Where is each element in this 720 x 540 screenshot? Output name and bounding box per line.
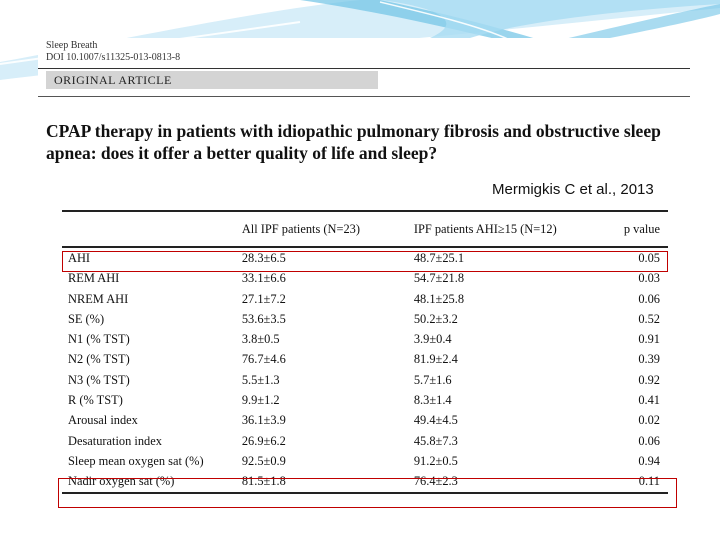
table-row (62, 309, 668, 329)
table-row (62, 247, 668, 268)
header-variable (62, 211, 238, 247)
row-label: SE (%) (68, 311, 105, 326)
cell-ipf-ahi15: 5.7±1.6 (413, 372, 452, 387)
cell-all-ipf: 92.5±0.9 (241, 453, 286, 468)
header-p-value: p value (610, 211, 668, 247)
cell-all-ipf: 81.5±1.8 (238, 471, 410, 492)
cell-ipf-ahi15: 49.4±4.5 (413, 413, 458, 428)
cell-ipf-ahi15: 81.9±2.4 (413, 352, 458, 367)
cell-all-ipf: 33.1±6.6 (241, 271, 286, 286)
cell-p-value: 0.91 (638, 332, 660, 347)
article-title: CPAP therapy in patients with idiopathic pulmonary fibrosis and obstructive sleep apnea: does it offer a better quality of life and sleep? (46, 121, 661, 163)
cell-all-ipf: 36.1±3.9 (241, 413, 286, 428)
cell-ipf-ahi15: 45.8±7.3 (413, 433, 458, 448)
cell-p-value: 0.06 (638, 291, 660, 306)
cell-p-value: 0.11 (610, 471, 668, 492)
article-type-label: ORIGINAL ARTICLE (54, 73, 172, 87)
article-type-banner (46, 71, 378, 89)
row-label: Sleep mean oxygen sat (%) (68, 453, 204, 468)
table-row (62, 410, 668, 430)
cell-p-value: 0.52 (638, 311, 660, 326)
cell-ipf-ahi15: 54.7±21.8 (413, 271, 465, 286)
cell-ipf-ahi15: 3.9±0.4 (413, 332, 452, 347)
cell-all-ipf: 9.9±1.2 (241, 393, 280, 408)
banner-rule (38, 96, 690, 97)
cell-p-value: 0.39 (638, 352, 660, 367)
row-label: R (% TST) (68, 393, 123, 408)
journal-doi: DOI 10.1007/s11325-013-0813-8 (46, 52, 181, 63)
citation-caption: Mermigkis C et al., 2013 (492, 181, 654, 198)
table-row (62, 329, 668, 349)
cell-p-value: 0.92 (638, 372, 660, 387)
table-row (62, 268, 668, 288)
row-label: Nadir oxygen sat (%) (62, 471, 238, 492)
table-row (62, 289, 668, 309)
cell-all-ipf: 26.9±6.2 (241, 433, 286, 448)
table-row (62, 431, 668, 451)
row-label: AHI (68, 251, 91, 265)
header-rule (38, 68, 690, 69)
row-label: Desaturation index (68, 433, 162, 448)
cell-all-ipf: 5.5±1.3 (241, 372, 280, 387)
cell-all-ipf: 76.7±4.6 (241, 352, 286, 367)
journal-name: Sleep Breath (46, 40, 98, 51)
header-all-ipf: All IPF patients (N=23) (238, 211, 410, 247)
row-label: N3 (% TST) (68, 372, 130, 387)
cell-ipf-ahi15: 91.2±0.5 (413, 453, 458, 468)
cell-all-ipf: 53.6±3.5 (241, 311, 286, 326)
cell-p-value: 0.41 (638, 393, 660, 408)
table-row (62, 451, 668, 471)
table-header-row (62, 211, 668, 247)
cell-all-ipf: 28.3±6.5 (241, 251, 286, 265)
cell-p-value: 0.94 (638, 453, 660, 468)
table-row (62, 349, 668, 369)
row-label: REM AHI (68, 271, 120, 286)
cell-ipf-ahi15: 76.4±2.3 (410, 471, 610, 492)
cell-all-ipf: 27.1±7.2 (241, 291, 286, 306)
row-label: N1 (% TST) (68, 332, 130, 347)
header-ipf-ahi15: IPF patients AHI≥15 (N=12) (410, 211, 610, 247)
cell-p-value: 0.05 (638, 251, 660, 265)
row-label: Arousal index (68, 413, 138, 428)
cell-ipf-ahi15: 48.1±25.8 (413, 291, 465, 306)
cell-ipf-ahi15: 50.2±3.2 (413, 311, 458, 326)
row-label: N2 (% TST) (68, 352, 130, 367)
cell-ipf-ahi15: 8.3±1.4 (413, 393, 452, 408)
cell-ipf-ahi15: 48.7±25.1 (413, 251, 465, 265)
results-table (62, 210, 668, 494)
table-row (62, 390, 668, 410)
table-row (62, 370, 668, 390)
cell-p-value: 0.03 (638, 271, 660, 286)
table-row (62, 471, 668, 492)
cell-p-value: 0.06 (638, 433, 660, 448)
cell-all-ipf: 3.8±0.5 (241, 332, 280, 347)
cell-p-value: 0.02 (638, 413, 660, 428)
row-label: NREM AHI (68, 291, 129, 306)
